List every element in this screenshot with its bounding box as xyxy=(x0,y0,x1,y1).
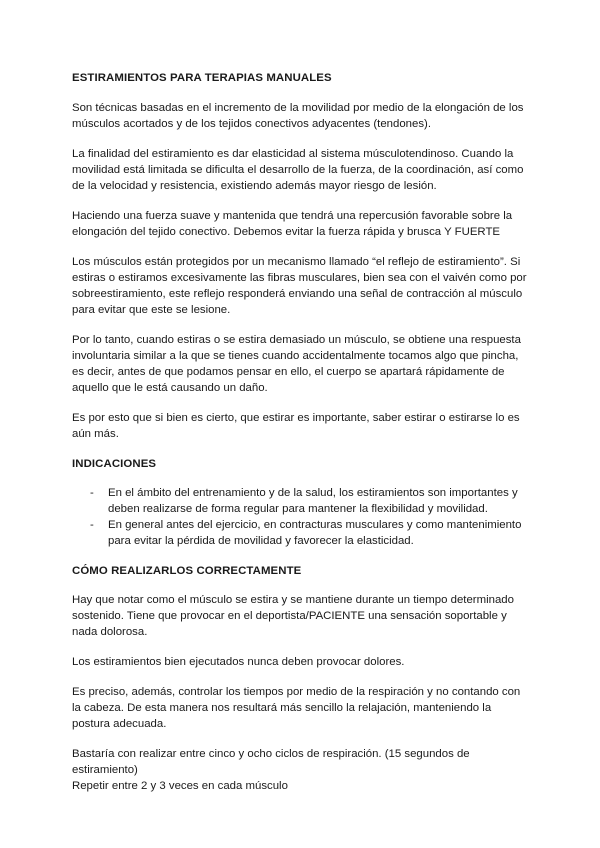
list-item xyxy=(72,517,532,549)
paragraph-involuntary-response: Por lo tanto, cuando estiras o se estira demasiado un músculo, se obtiene una respuesta involuntaria similar a la que se tienes cuando accidentalmente tocamos algo que pincha, es decir, antes de que podamos pensar en ello, el cuerpo se apartará rápidamente de aquello que le está causando un daño. xyxy=(72,334,521,394)
list-item-text: En el ámbito del entrenamiento y de la salud, los estiramientos son importantes y deben realizarse de forma regular para mantener la flexibilidad y movilidad. xyxy=(108,487,518,515)
indications-heading: INDICACIONES xyxy=(72,458,157,470)
line-breathing-cycles: Bastaría con realizar entre cinco y ocho ciclos de respiración. (15 segundos de estiramiento) xyxy=(72,748,470,776)
paragraph-no-pain: Los estiramientos bien ejecutados nunca deben provocar dolores. xyxy=(72,656,405,668)
paragraph-sensation: Hay que notar como el músculo se estira y se mantiene durante un tiempo determinado sostenido. Tiene que provocar en el deportista/PACIENTE una sensación soportable y nada dolorosa. xyxy=(72,594,514,638)
list-item-text: En general antes del ejercicio, en contracturas musculares y como mantenimiento para evitar la pérdida de movilidad y favorecer la elasticidad. xyxy=(108,519,522,547)
paragraph-stretch-reflex: Los músculos están protegidos por un mecanismo llamado “el reflejo de estiramiento”. Si estiras o estiramos excesivamente las fibras musculares, bien sea con el vaivén como por sobreestiramiento, este reflejo responderá enviando una señal de contracción al músculo para evitar que este se lesione. xyxy=(72,256,527,316)
paragraph-breathing: Es preciso, además, controlar los tiempos por medio de la respiración y no contando con la cabeza. De esta manera nos resultará más sencillo la relajación, manteniendo la postura adecuada. xyxy=(72,686,521,730)
document-title: ESTIRAMIENTOS PARA TERAPIAS MANUALES xyxy=(72,72,332,84)
paragraph-importance: Es por esto que si bien es cierto, que estirar es importante, saber estirar o estirarse lo es aún más. xyxy=(72,412,520,440)
list-item xyxy=(72,485,532,517)
line-repetitions: Repetir entre 2 y 3 veces en cada músculo xyxy=(72,780,288,792)
paragraph-definition: Son técnicas basadas en el incremento de la movilidad por medio de la elongación de los músculos acortados y de los tejidos conectivos adyacentes (tendones). xyxy=(72,102,524,130)
dash-bullet: - xyxy=(90,487,94,499)
paragraph-force: Haciendo una fuerza suave y mantenida que tendrá una repercusión favorable sobre la elongación del tejido conectivo. Debemos evitar la fuerza rápida y brusca Y FUERTE xyxy=(72,210,513,238)
indications-list xyxy=(72,485,532,549)
document-body xyxy=(72,70,532,794)
how-to-heading: CÓMO REALIZARLOS CORRECTAMENTE xyxy=(72,565,302,577)
paragraph-purpose: La finalidad del estiramiento es dar elasticidad al sistema músculotendinoso. Cuando la movilidad está limitada se dificulta el desarrollo de la fuerza, de la coordinación, así como de la velocidad y resistencia, existiendo además mayor riesgo de lesión. xyxy=(72,148,524,192)
dash-bullet: - xyxy=(90,519,94,531)
